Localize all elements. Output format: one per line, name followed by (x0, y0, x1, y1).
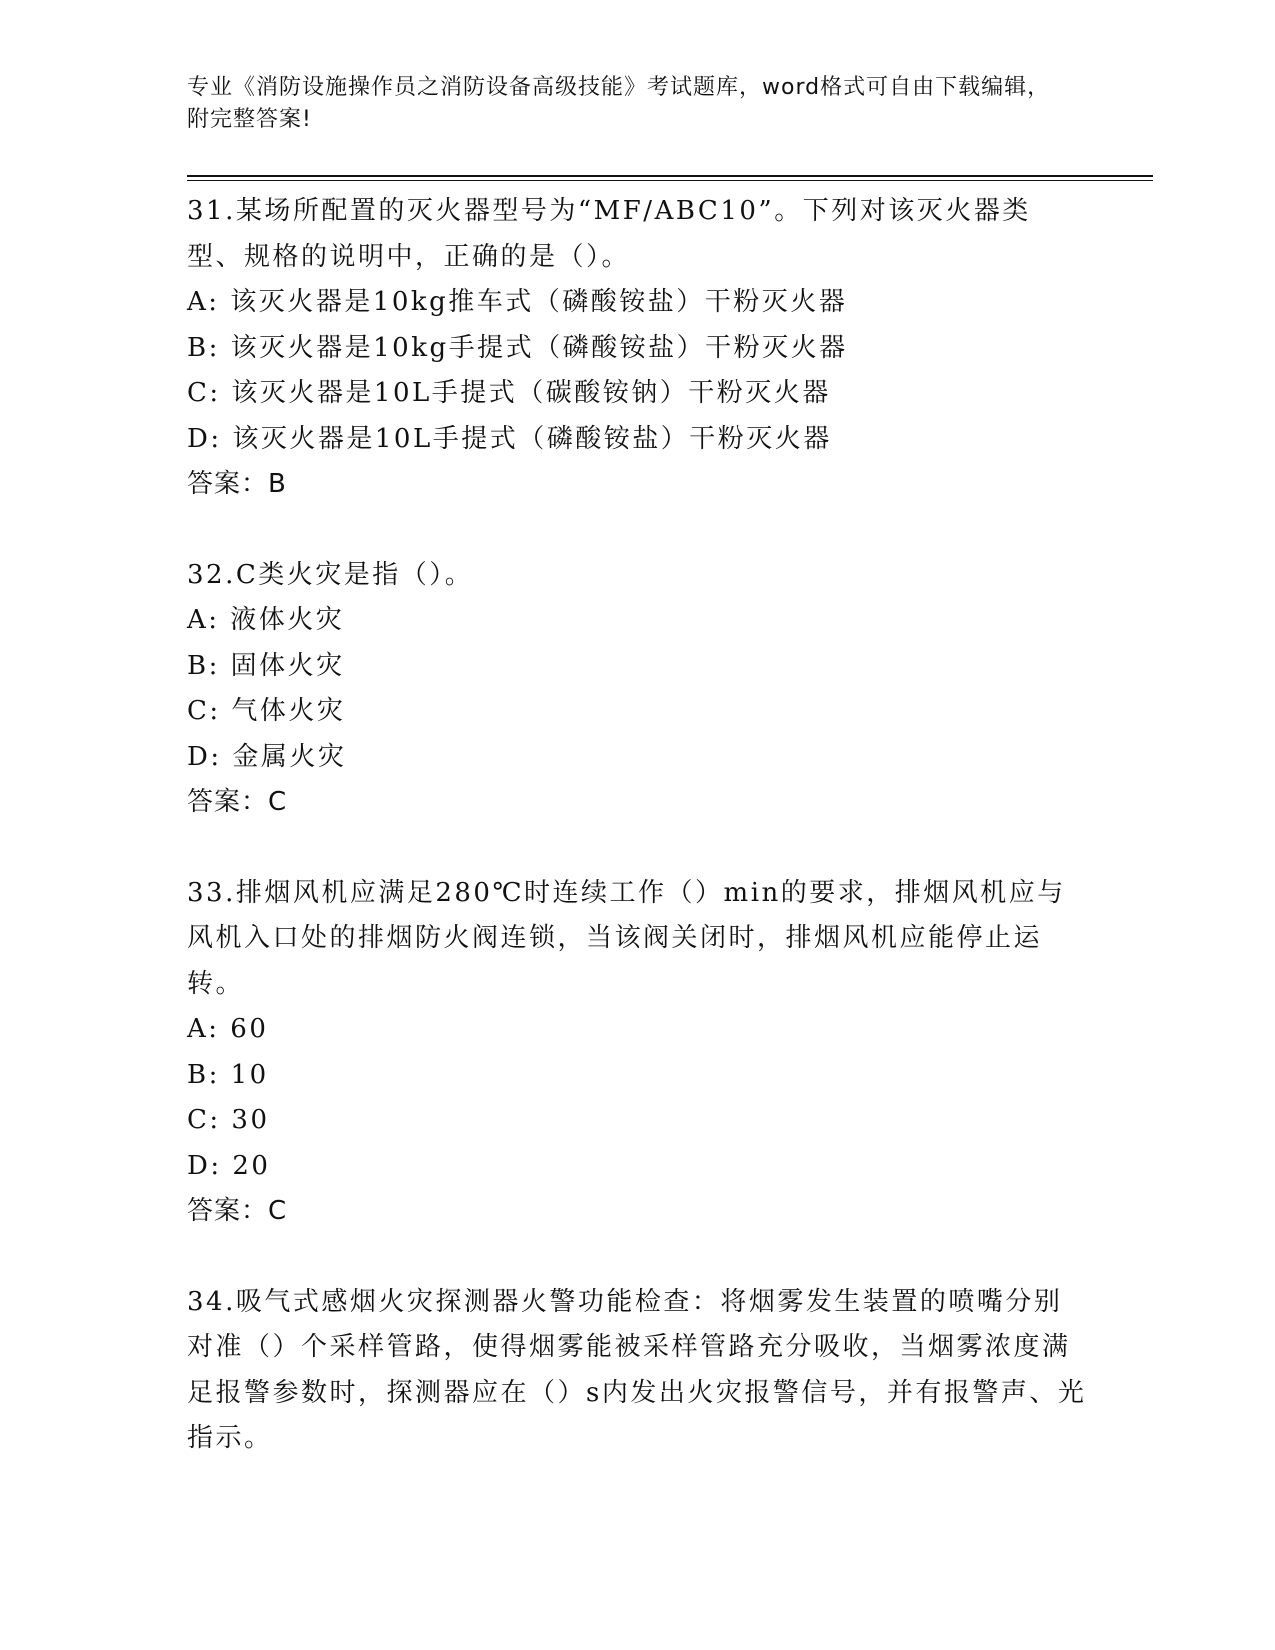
document-header: 专业《消防设施操作员之消防设备高级技能》考试题库，word格式可自由下载编辑，附完整答案! (187, 75, 1051, 132)
question-32 (187, 553, 1087, 826)
option-c: C: 该灭火器是10L手提式（碳酸铵钠）干粉灭火器 (187, 378, 831, 408)
option-d: D: 20 (187, 1150, 271, 1181)
option-c: C: 30 (187, 1105, 270, 1135)
question-34 (187, 1280, 1087, 1462)
question-list (187, 189, 1087, 1507)
option-a: A: 60 (187, 1014, 269, 1044)
question-31 (187, 189, 1087, 508)
question-stem: 32.C类火灾是指（）。 (187, 559, 474, 590)
question-stem: 33.排烟风机应满足280℃时连续工作（）min的要求，排烟风机应与风机入口处的排烟防火阀连锁，当该阀关闭时，排烟风机应能停止运转。 (187, 877, 1066, 999)
answer-label: 答案：C (187, 1196, 288, 1226)
option-b: B: 10 (187, 1059, 269, 1090)
option-a: A: 该灭火器是10kg推车式（磷酸铵盐）干粉灭火器 (187, 287, 848, 317)
header-divider-thin (187, 180, 1153, 181)
answer-label: 答案：B (187, 469, 287, 499)
option-c: C: 气体火灾 (187, 696, 346, 726)
option-d: D: 该灭火器是10L手提式（磷酸铵盐）干粉灭火器 (187, 423, 832, 454)
question-33 (187, 871, 1087, 1235)
answer-label: 答案：C (187, 787, 288, 817)
question-stem: 34.吸气式感烟火灾探测器火警功能检查：将烟雾发生装置的喷嘴分别对准（）个采样管路，使得烟雾能被采样管路充分吸收，当烟雾浓度满足报警参数时，探测器应在（）s内发出火灾报警信号，并有报警声、光指示。 (187, 1286, 1087, 1453)
option-d: D: 金属火灾 (187, 741, 347, 772)
header-divider-thick (187, 175, 1153, 177)
option-a: A: 液体火灾 (187, 605, 345, 635)
option-b: B: 该灭火器是10kg手提式（磷酸铵盐）干粉灭火器 (187, 332, 848, 363)
question-stem: 31.某场所配置的灭火器型号为“MF/ABC10”。下列对该灭火器类型、规格的说明中，正确的是（）。 (187, 196, 1031, 272)
option-b: B: 固体火灾 (187, 650, 345, 681)
